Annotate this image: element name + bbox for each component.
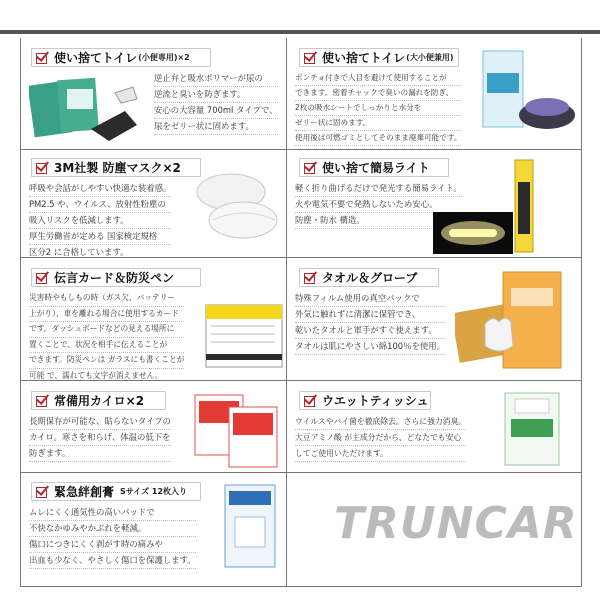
item-header	[31, 158, 201, 177]
item-towel-gloves	[287, 258, 580, 380]
item-header	[31, 391, 166, 410]
item-header	[299, 268, 439, 287]
hand-warmer-image	[191, 389, 283, 469]
towel-gloves-image	[455, 268, 567, 376]
item-header	[299, 48, 459, 67]
poncho-toilet-image	[477, 47, 577, 147]
item-title: 3M社製 防塵マスク×2	[54, 161, 181, 175]
message-card-image	[205, 304, 283, 368]
light-stick-image	[513, 158, 537, 256]
item-title: 使い捨て簡易ライト	[322, 161, 430, 175]
item-mask	[21, 150, 286, 257]
top-bar	[0, 30, 600, 34]
item-description: ムレにくく通気性の高いパッドで 不快なかゆみやかぶれを軽減。 傷口につきにくく剥がす時の痛みや 出血も少なく、やさしく傷口を保護します。	[29, 505, 196, 569]
item-subtitle: (小便専用)×2	[138, 53, 190, 62]
item-hand-warmer	[21, 381, 286, 472]
glowing-light-image	[433, 212, 513, 254]
item-title: 使い捨てトイレ	[54, 51, 138, 65]
item-description: ウイルスやバイ菌を徹底除去。さらに強力消臭。 大豆アミノ酸 が主成分だから、どなたでも安心 してご使用いただけます。	[295, 414, 466, 462]
item-description: 呼吸や会話がしやすい快適な装着感。 PM2.5 や、ウイルス、放射性粉塵の 吸入リスクを低減します。 厚生労働省が定める 国家検定規格 区分2 に合格しています。	[29, 181, 171, 257]
checkbox-icon	[304, 161, 318, 175]
item-bandage	[21, 473, 286, 585]
item-description: 逆止弁と吸水ポリマーが尿の 逆流と臭いを防ぎます。 安心の大容量 700ml タイプで、 尿をゼリー状に固めます。	[154, 71, 278, 135]
checkbox-icon	[36, 161, 50, 175]
item-message-card	[21, 258, 286, 380]
item-header	[31, 268, 201, 287]
item-title: タオル＆グローブ	[322, 271, 418, 285]
mask-image	[191, 160, 283, 252]
item-subtitle: Sサイズ 12枚入り	[120, 487, 188, 496]
item-description: 軽く折り曲げるだけで発光する簡易ライト。 火や電気不要で発熱しないため安心。 防塵・防水 構造。	[295, 181, 462, 229]
item-description: 特殊フィルム使用の真空パックで 外気に触れずに清潔に保管でき、 乾いたタオルと軍手がすぐ使えます。 タオルは肌にやさしい綿100％を使用。	[295, 291, 445, 355]
checkbox-icon	[36, 485, 50, 499]
item-header	[299, 158, 449, 177]
item-light	[287, 150, 580, 257]
item-title: 緊急絆創膏	[54, 485, 115, 499]
item-toilet-both	[287, 39, 580, 149]
item-wet-tissue	[287, 381, 580, 472]
toilet-bag-image	[29, 75, 141, 145]
wet-tissue-image	[503, 391, 563, 469]
checkbox-icon	[304, 271, 318, 285]
item-title: 常備用カイロ×2	[54, 394, 145, 408]
item-header	[31, 48, 211, 67]
item-title: 伝言カード＆防災ペン	[54, 271, 175, 285]
item-toilet-small	[21, 39, 286, 149]
item-header	[31, 482, 201, 501]
checkbox-icon	[304, 394, 318, 408]
item-description: ポンチョ付きで人目を避けて使用することが できます。密着チャックで臭いの漏れを防ぎ、 2枚の吸水シートでしっかりと水分を ゼリー状に固めます。 使用後は可燃ゴミとしてそのまま廃棄可能です。	[295, 71, 461, 146]
item-description: 災害時やもしもの時（ガス欠、バッテリー 上がり）、車を離れる場合に使用するカード です。ダッシュボードなどの見える場所に 置くことで、状況を相手に伝えることが できます。防災ペンは ガラスにも書くことが 可能 で、濡れても文字が消えません。	[29, 291, 184, 380]
checkbox-icon	[304, 51, 318, 65]
item-header	[299, 391, 431, 410]
checkbox-icon	[36, 271, 50, 285]
bandage-image	[223, 483, 279, 571]
item-title: ウエットティッシュ	[322, 394, 429, 408]
item-title: 使い捨てトイレ	[322, 51, 406, 65]
item-description: 長期保存が可能な、貼らないタイプの カイロ。寒さを和らげ、体温の低下を 防ぎます。	[29, 414, 171, 462]
checkbox-icon	[36, 394, 50, 408]
item-subtitle: (大小便兼用)	[406, 53, 454, 62]
brand-logo: TRUNCAR	[334, 498, 578, 549]
checkbox-icon	[36, 51, 50, 65]
